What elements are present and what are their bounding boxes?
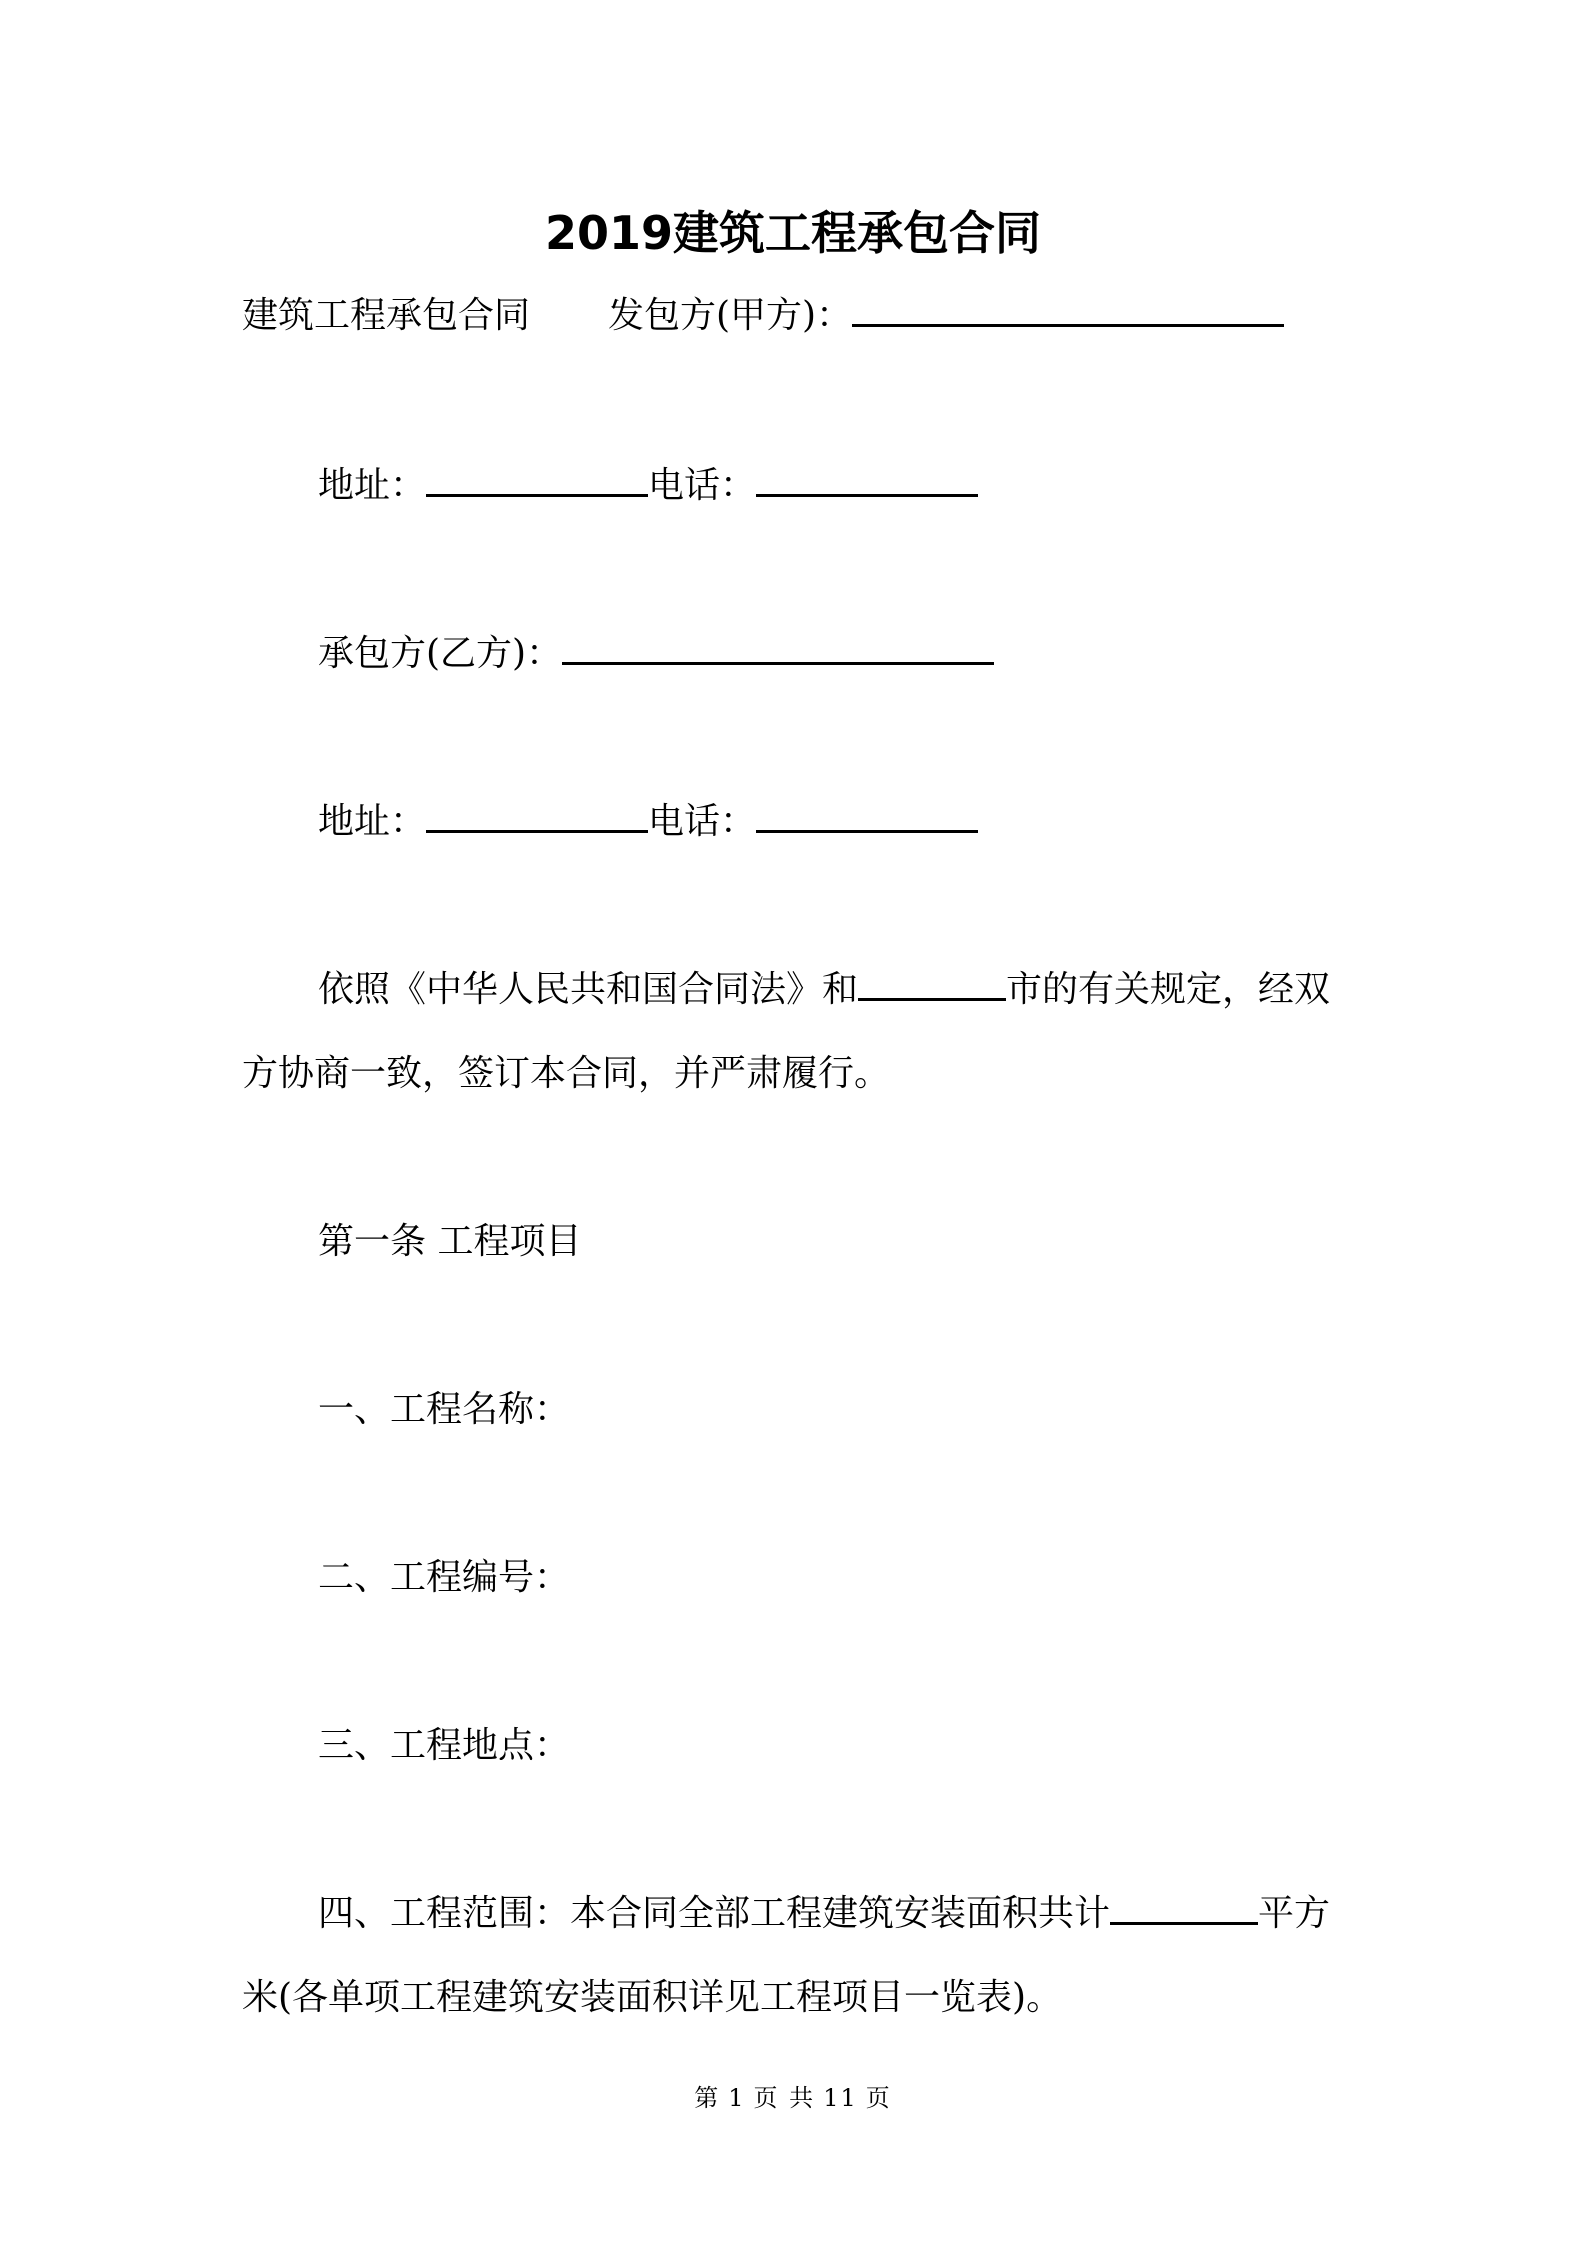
party-b-label: 承包方(乙方)： <box>318 633 563 674</box>
footer-total-pages: 11 <box>823 2084 858 2112</box>
item-project-scope-line-1 <box>318 1888 1330 1940</box>
item-project-scope-line-2: 米(各单项工程建筑安装面积详见工程项目一览表)。 <box>242 1977 1063 2018</box>
scope-text-1: 四、工程范围：本合同全部工程建筑安装面积共计 <box>318 1893 1111 1934</box>
party-a-address-label: 地址： <box>318 465 427 506</box>
header-lead: 建筑工程承包合同 <box>242 295 531 336</box>
basis-line-2 <box>242 1048 890 1100</box>
party-a-blank[interactable] <box>852 294 1284 327</box>
party-b-address-blank[interactable] <box>426 800 648 833</box>
footer-page-number: 1 <box>728 2084 746 2112</box>
party-b-line <box>318 628 994 680</box>
party-b-address-label: 地址： <box>318 801 427 842</box>
basis-line-1 <box>318 964 1330 1016</box>
party-b-blank[interactable] <box>562 632 994 665</box>
header-line <box>242 290 1284 342</box>
party-a-address-blank[interactable] <box>426 464 648 497</box>
article-1-heading: 第一条 工程项目 <box>318 1221 582 1262</box>
basis-text-2: 市的有关规定，经双 <box>1006 969 1331 1010</box>
party-b-phone-blank[interactable] <box>756 800 978 833</box>
footer-prefix: 第 <box>694 2084 721 2112</box>
footer-middle: 页 共 <box>753 2084 816 2112</box>
party-a-phone-blank[interactable] <box>756 464 978 497</box>
basis-text-1: 依照《中华人民共和国合同法》和 <box>318 969 859 1010</box>
item-project-number: 二、工程编号： <box>318 1557 571 1598</box>
page-footer <box>0 2080 1586 2116</box>
item-project-location: 三、工程地点： <box>318 1725 571 1766</box>
party-a-contact-line <box>318 460 978 512</box>
item-project-name: 一、工程名称： <box>318 1389 571 1430</box>
scope-text-2: 平方 <box>1258 1893 1331 1934</box>
city-blank[interactable] <box>858 968 1006 1001</box>
basis-text-3: 方协商一致，签订本合同，并严肃履行。 <box>242 1053 891 1094</box>
party-a-label: 发包方(甲方)： <box>608 295 853 336</box>
party-a-phone-label: 电话： <box>648 465 757 506</box>
document-title: 2019建筑工程承包合同 <box>544 206 1042 260</box>
party-b-contact-line <box>318 796 978 848</box>
footer-suffix: 页 <box>865 2084 892 2112</box>
area-blank[interactable] <box>1110 1892 1258 1925</box>
party-b-phone-label: 电话： <box>648 801 757 842</box>
